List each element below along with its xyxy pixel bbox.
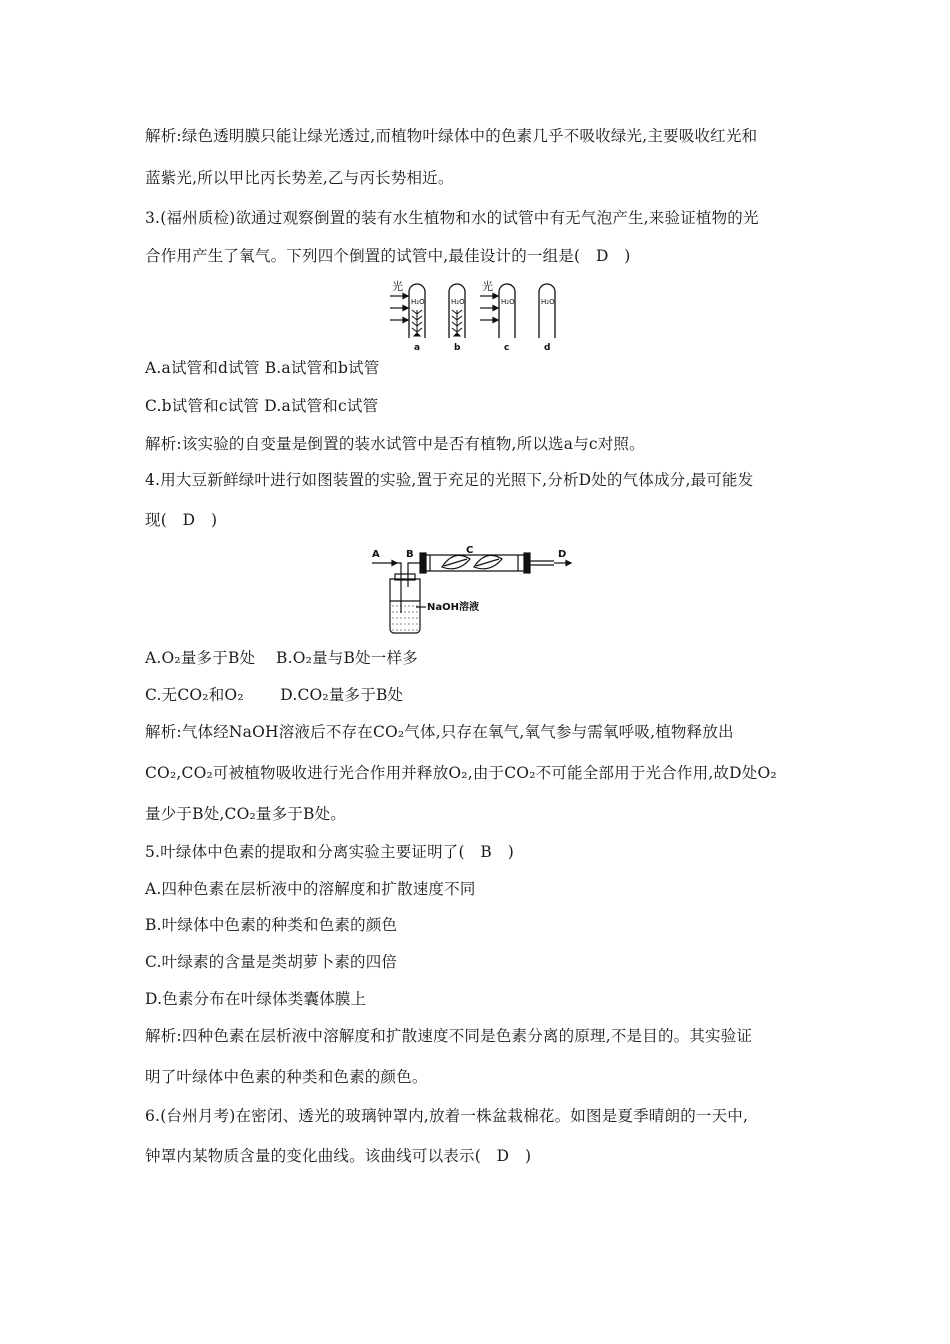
tube-label-a: a bbox=[414, 343, 421, 353]
apparatus-figure bbox=[368, 543, 588, 638]
water-label-c: H₂O bbox=[501, 298, 515, 306]
question-6-line1: 6.(台州月考)在密闭、透光的玻璃钟罩内,放着一株盆栽棉花。如图是夏季晴朗的一天中, bbox=[145, 1107, 749, 1125]
tube-c bbox=[499, 284, 515, 338]
tube-label-d: d bbox=[544, 343, 551, 353]
plant-b bbox=[452, 310, 462, 336]
question-3-option-cd: C.b试管和c试管 D.a试管和c试管 bbox=[145, 397, 379, 415]
plant-a bbox=[412, 310, 422, 336]
water-label-a: H₂O bbox=[411, 298, 425, 306]
question-5-option-d: D.色素分布在叶绿体类囊体膜上 bbox=[145, 990, 367, 1008]
explanation-q3: 解析:该实验的自变量是倒置的装水试管中是否有植物,所以选a与c对照。 bbox=[145, 435, 645, 453]
explanation-q5-line2: 明了叶绿体中色素的种类和色素的颜色。 bbox=[145, 1068, 428, 1086]
light-label-a: 光 bbox=[392, 280, 403, 293]
label-A: A bbox=[372, 549, 380, 560]
light-label-c: 光 bbox=[482, 280, 493, 293]
question-4-line2: 现( D ) bbox=[145, 511, 218, 529]
label-D: D bbox=[558, 549, 567, 560]
explanation-q2-line2: 蓝紫光,所以甲比丙长势差,乙与丙长势相近。 bbox=[145, 169, 454, 187]
explanation-q5-line1: 解析:四种色素在层析液中溶解度和扩散速度不同是色素分离的原理,不是目的。其实验证 bbox=[145, 1027, 753, 1045]
leaf-chamber bbox=[424, 555, 526, 571]
tube-label-b: b bbox=[454, 343, 461, 353]
question-3-line1: 3.(福州质检)欲通过观察倒置的装有水生植物和水的试管中有无气泡产生,来验证植物的光 bbox=[145, 209, 759, 227]
question-5-option-b: B.叶绿体中色素的种类和色素的颜色 bbox=[145, 916, 398, 934]
water-label-d: H₂O bbox=[541, 298, 555, 306]
naoh-solution-label: NaOH溶液 bbox=[427, 602, 479, 613]
water-label-b: H₂O bbox=[451, 298, 465, 306]
question-5-option-c: C.叶绿素的含量是类胡萝卜素的四倍 bbox=[145, 953, 398, 971]
question-3-line2: 合作用产生了氧气。下列四个倒置的试管中,最佳设计的一组是( D ) bbox=[145, 247, 631, 265]
explanation-q2-line1: 解析:绿色透明膜只能让绿光透过,而植物叶绿体中的色素几乎不吸收绿光,主要吸收红光和 bbox=[145, 127, 758, 145]
tube-label-c: c bbox=[504, 343, 510, 353]
question-4-option-cd: C.无CO₂和O₂ D.CO₂量多于B处 bbox=[145, 686, 404, 704]
question-4-line1: 4.用大豆新鲜绿叶进行如图装置的实验,置于充足的光照下,分析D处的气体成分,最可能发 bbox=[145, 471, 754, 489]
question-5: 5.叶绿体中色素的提取和分离实验主要证明了( B ) bbox=[145, 843, 514, 861]
test-tubes-figure bbox=[378, 278, 568, 354]
question-6-line2: 钟罩内某物质含量的变化曲线。该曲线可以表示( D ) bbox=[145, 1147, 532, 1165]
explanation-q4-line1: 解析:气体经NaOH溶液后不存在CO₂气体,只存在氧气,氧气参与需氧呼吸,植物释放出 bbox=[145, 723, 734, 741]
question-4-option-ab: A.O₂量多于B处 B.O₂量与B处一样多 bbox=[145, 649, 418, 667]
label-B: B bbox=[406, 549, 414, 560]
tube-d bbox=[539, 284, 555, 338]
question-5-option-a: A.四种色素在层析液中的溶解度和扩散速度不同 bbox=[145, 880, 476, 898]
explanation-q4-line2: CO₂,CO₂可被植物吸收进行光合作用并释放O₂,由于CO₂不可能全部用于光合作用,故D处O₂ bbox=[145, 764, 777, 782]
explanation-q4-line3: 量少于B处,CO₂量多于B处。 bbox=[145, 805, 346, 823]
question-3-option-ab: A.a试管和d试管 B.a试管和b试管 bbox=[145, 359, 380, 377]
label-C: C bbox=[466, 545, 474, 556]
